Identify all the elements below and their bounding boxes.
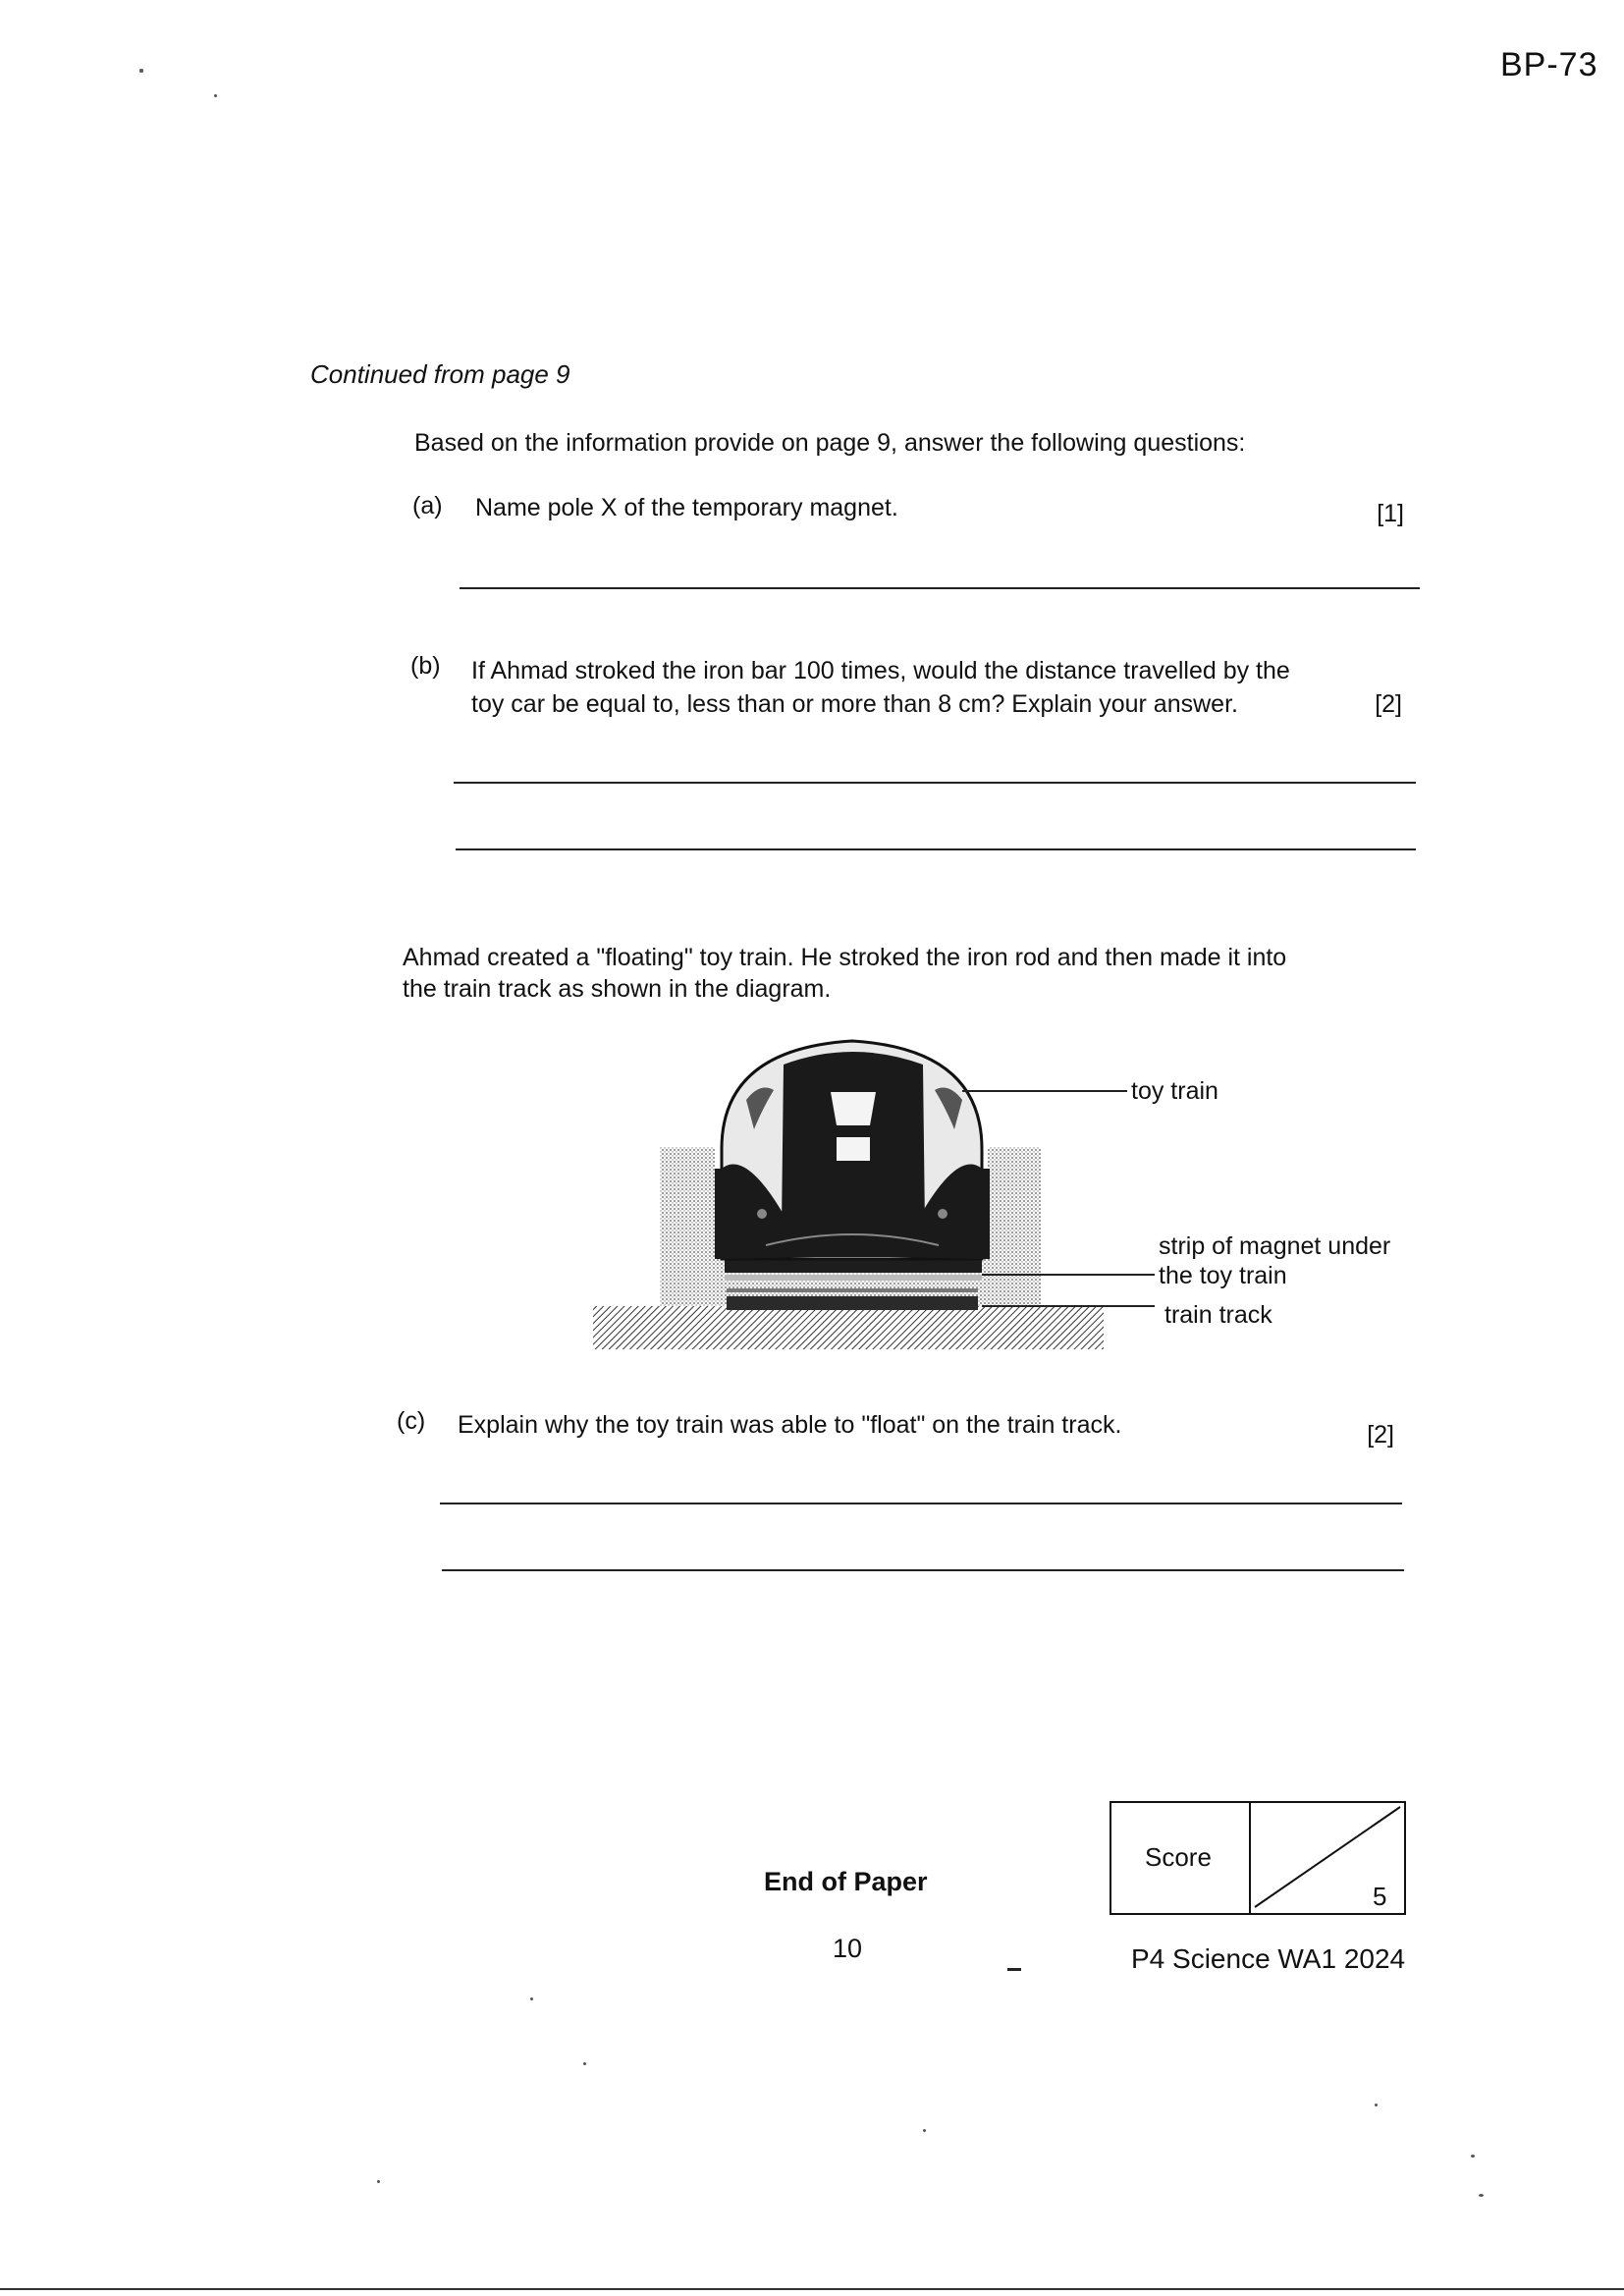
scan-speck <box>214 94 217 97</box>
scan-speck <box>1479 2194 1484 2197</box>
intro-text: Based on the information provide on page 9, answer the following questions: <box>414 429 1246 457</box>
question-c-text: Explain why the toy train was able to "float" on the train track. <box>458 1411 1122 1439</box>
toy-train <box>715 1041 990 1259</box>
toy-train-pointer <box>962 1090 1127 1092</box>
scan-speck <box>1471 2155 1475 2158</box>
train-track <box>727 1296 978 1310</box>
floating-train-diagram <box>579 1031 1443 1365</box>
question-a-answer-line[interactable] <box>460 587 1420 589</box>
scan-speck <box>583 2062 586 2065</box>
question-a-label: (a) <box>412 492 443 519</box>
footer-dash <box>1007 1968 1021 1971</box>
question-b-marks: [2] <box>1375 690 1402 718</box>
question-b-label: (b) <box>410 652 441 680</box>
score-label: Score <box>1145 1842 1212 1872</box>
question-a-marks: [1] <box>1377 500 1404 527</box>
page-code: BP-73 <box>1500 46 1598 83</box>
magnet-strip-label-2: the toy train <box>1159 1262 1287 1289</box>
passage-line1: Ahmad created a "floating" toy train. He stroked the iron rod and then made it into <box>403 944 1287 971</box>
magnet-strip <box>725 1259 982 1273</box>
question-b-answer-line-1[interactable] <box>454 782 1416 784</box>
magnet-strip-pointer <box>982 1274 1155 1276</box>
scan-speck <box>530 1997 533 2000</box>
magnet-strip-label-1: strip of magnet under <box>1159 1232 1391 1260</box>
end-of-paper: End of Paper <box>764 1867 928 1896</box>
train-track-label: train track <box>1164 1301 1272 1329</box>
question-c-answer-line-2[interactable] <box>442 1569 1404 1571</box>
question-b-line1: If Ahmad stroked the iron bar 100 times, would the distance travelled by the <box>471 657 1290 684</box>
page-number: 10 <box>833 1934 863 1963</box>
scan-speck <box>1375 2104 1378 2106</box>
scan-speck <box>139 69 143 73</box>
scan-edge-line <box>0 2288 1624 2290</box>
score-box <box>1110 1801 1406 1915</box>
question-c-marks: [2] <box>1367 1421 1394 1449</box>
scan-speck <box>377 2180 380 2183</box>
question-c-label: (c) <box>397 1407 426 1435</box>
paper-title: P4 Science WA1 2024 <box>1131 1943 1406 1974</box>
question-b-line2: toy car be equal to, less than or more than 8 cm? Explain your answer. <box>471 690 1238 718</box>
question-b-answer-line-2[interactable] <box>456 848 1416 850</box>
continued-note: Continued from page 9 <box>310 359 570 389</box>
question-a-text: Name pole X of the temporary magnet. <box>475 494 898 521</box>
toy-train-label: toy train <box>1131 1077 1218 1105</box>
scan-speck <box>923 2129 926 2132</box>
question-c-answer-line-1[interactable] <box>440 1503 1402 1504</box>
passage-line2: the train track as shown in the diagram. <box>403 975 832 1003</box>
train-track-pointer <box>982 1305 1155 1307</box>
score-total: 5 <box>1373 1882 1387 1911</box>
